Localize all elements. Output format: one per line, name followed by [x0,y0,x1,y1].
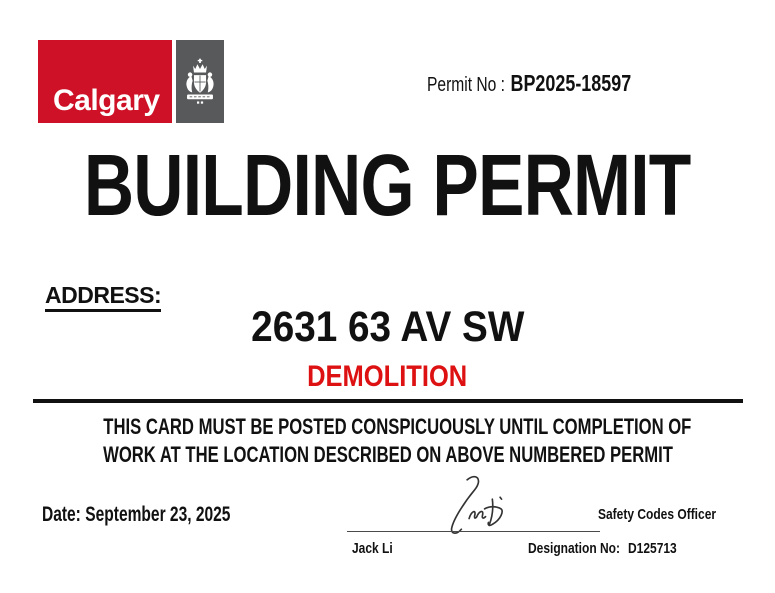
notice-block [0,413,775,469]
date-value: September 23, 2025 [85,503,231,526]
calgary-wordmark: Calgary [53,84,160,117]
address-value-line [0,303,775,351]
calgary-logo [38,40,224,123]
signature-icon [438,474,506,536]
work-type-line [0,362,775,392]
permit-number-row [427,72,631,95]
date-label: Date: [42,503,81,526]
permit-no-value: BP2025-18597 [510,70,632,96]
page-title-text: BUILDING PERMIT [84,137,691,234]
permit-no-label: Permit No : [427,74,506,96]
designation-label: Designation No: [528,540,620,557]
designation-row [528,541,677,556]
notice-line-1: THIS CARD MUST BE POSTED CONSPICUOUSLY UNTIL COMPLETION OF [103,414,692,439]
work-type-value: DEMOLITION [307,360,468,393]
date-row [42,504,230,525]
signature-line [347,531,600,532]
calgary-crest-icon [181,57,219,107]
calgary-wordmark-box [38,40,172,123]
officer-title: Safety Codes Officer [598,506,717,523]
designation-value: D125713 [628,540,677,557]
signatory-name: Jack Li [352,540,393,557]
calgary-crest-box [176,40,224,123]
notice-line-2: WORK AT THE LOCATION DESCRIBED ON ABOVE NUMBERED PERMIT [102,442,673,468]
page-title [0,137,775,234]
divider-rule [33,399,743,403]
address-value: 2631 63 AV SW [250,303,525,351]
address-label: ADDRESS: [45,284,161,312]
